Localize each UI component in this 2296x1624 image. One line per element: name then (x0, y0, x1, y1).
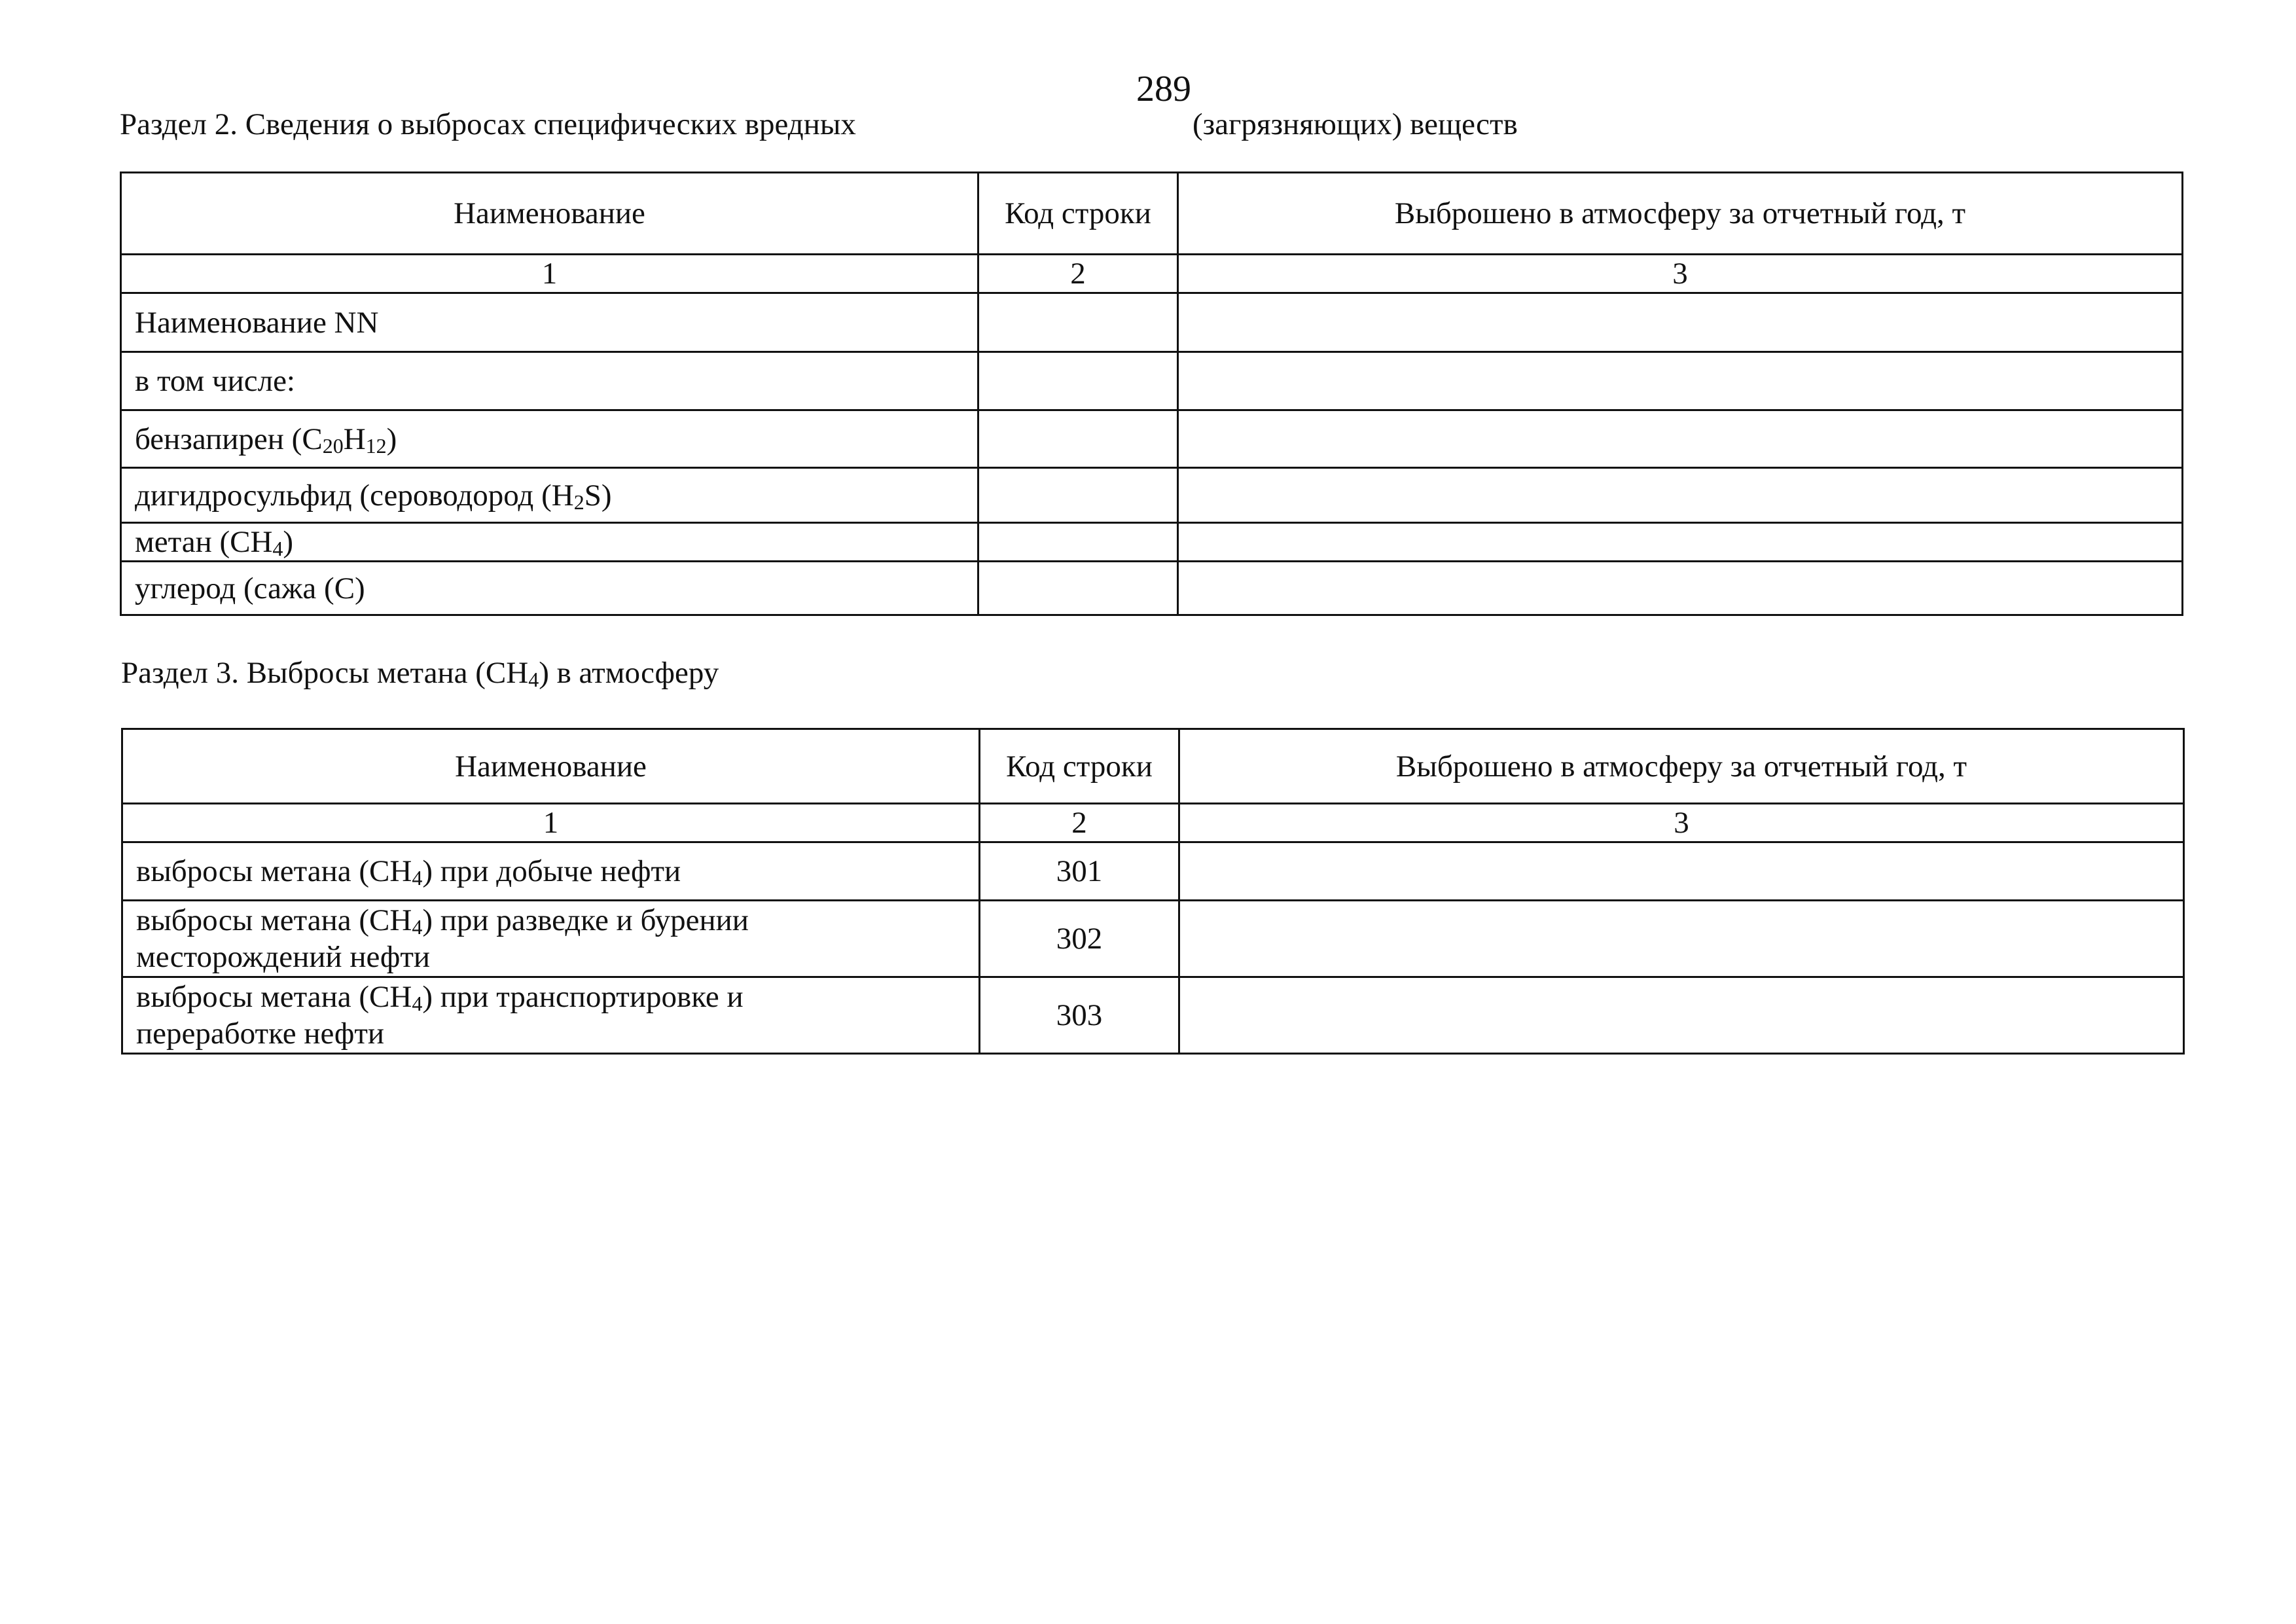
substance-name: в том числе: (121, 352, 978, 410)
emission-source-name: выбросы метана $(CH_4)$ при разведке и бурении месторождений нефти (122, 901, 980, 977)
table-row (121, 523, 2183, 562)
emission-amount-cell[interactable] (1179, 977, 2184, 1054)
row-code-cell[interactable] (978, 293, 1178, 352)
emission-source-name: выбросы метана $(CH_4)$ при добыче нефти (122, 842, 980, 901)
page-number: 289 (1136, 69, 1191, 109)
row-code-cell: 303 (980, 977, 1179, 1054)
column-header-name: Наименование (121, 173, 978, 255)
row-code-cell[interactable] (978, 468, 1178, 523)
section-2-title: Раздел 2. Сведения о выбросах специфических вредных (120, 107, 856, 141)
row-code-cell[interactable] (978, 410, 1178, 468)
table-header-row (122, 729, 2184, 804)
section-3-table (121, 728, 2185, 1055)
column-header-code: Код строки (978, 173, 1178, 255)
column-number: 3 (1179, 804, 2184, 842)
row-code-cell[interactable] (978, 352, 1178, 410)
table-row (122, 977, 2184, 1054)
substance-name: метан $(CH_4)$ (121, 523, 978, 562)
column-number: 1 (122, 804, 980, 842)
column-number: 2 (978, 255, 1178, 293)
substance-name: углерод (сажа (C) (121, 562, 978, 615)
column-header-name: Наименование (122, 729, 980, 804)
substance-name: Наименование NN (121, 293, 978, 352)
section-2-title-continuation: (загрязняющих) веществ (1193, 107, 1518, 141)
column-number: 1 (121, 255, 978, 293)
section-3-table-body (122, 729, 2184, 1054)
column-number-row (121, 255, 2183, 293)
substance-name: бензапирен $(C_{20}H_{12})$ (121, 410, 978, 468)
emission-amount-cell[interactable] (1178, 352, 2183, 410)
table-header-row (121, 173, 2183, 255)
table-row (121, 562, 2183, 615)
emission-amount-cell[interactable] (1178, 523, 2183, 562)
section-2-table-body (121, 173, 2183, 615)
table-row (121, 352, 2183, 410)
table-row (121, 410, 2183, 468)
emission-amount-cell[interactable] (1179, 842, 2184, 901)
row-code-cell[interactable] (978, 523, 1178, 562)
emission-source-name: выбросы метана $(CH_4)$ при транспортировке и переработке нефти (122, 977, 980, 1054)
column-number: 2 (980, 804, 1179, 842)
emission-amount-cell[interactable] (1178, 410, 2183, 468)
column-number-row (122, 804, 2184, 842)
column-header-amount: Выброшено в атмосферу за отчетный год, т (1178, 173, 2183, 255)
column-header-amount: Выброшено в атмосферу за отчетный год, т (1179, 729, 2184, 804)
emission-amount-cell[interactable] (1178, 468, 2183, 523)
row-code-cell: 302 (980, 901, 1179, 977)
emission-amount-cell[interactable] (1178, 293, 2183, 352)
table-row (122, 842, 2184, 901)
column-number: 3 (1178, 255, 2183, 293)
table-row (121, 293, 2183, 352)
section-3-title: Раздел 3. Выбросы метана $(CH_4)$ в атмосферу (121, 656, 719, 691)
row-code-cell: 301 (980, 842, 1179, 901)
table-row (122, 901, 2184, 977)
emission-amount-cell[interactable] (1178, 562, 2183, 615)
emission-amount-cell[interactable] (1179, 901, 2184, 977)
table-row (121, 468, 2183, 523)
column-header-code: Код строки (980, 729, 1179, 804)
row-code-cell[interactable] (978, 562, 1178, 615)
substance-name: дигидросульфид (сероводород $(H_2S)$ (121, 468, 978, 523)
section-2-table (120, 171, 2183, 616)
